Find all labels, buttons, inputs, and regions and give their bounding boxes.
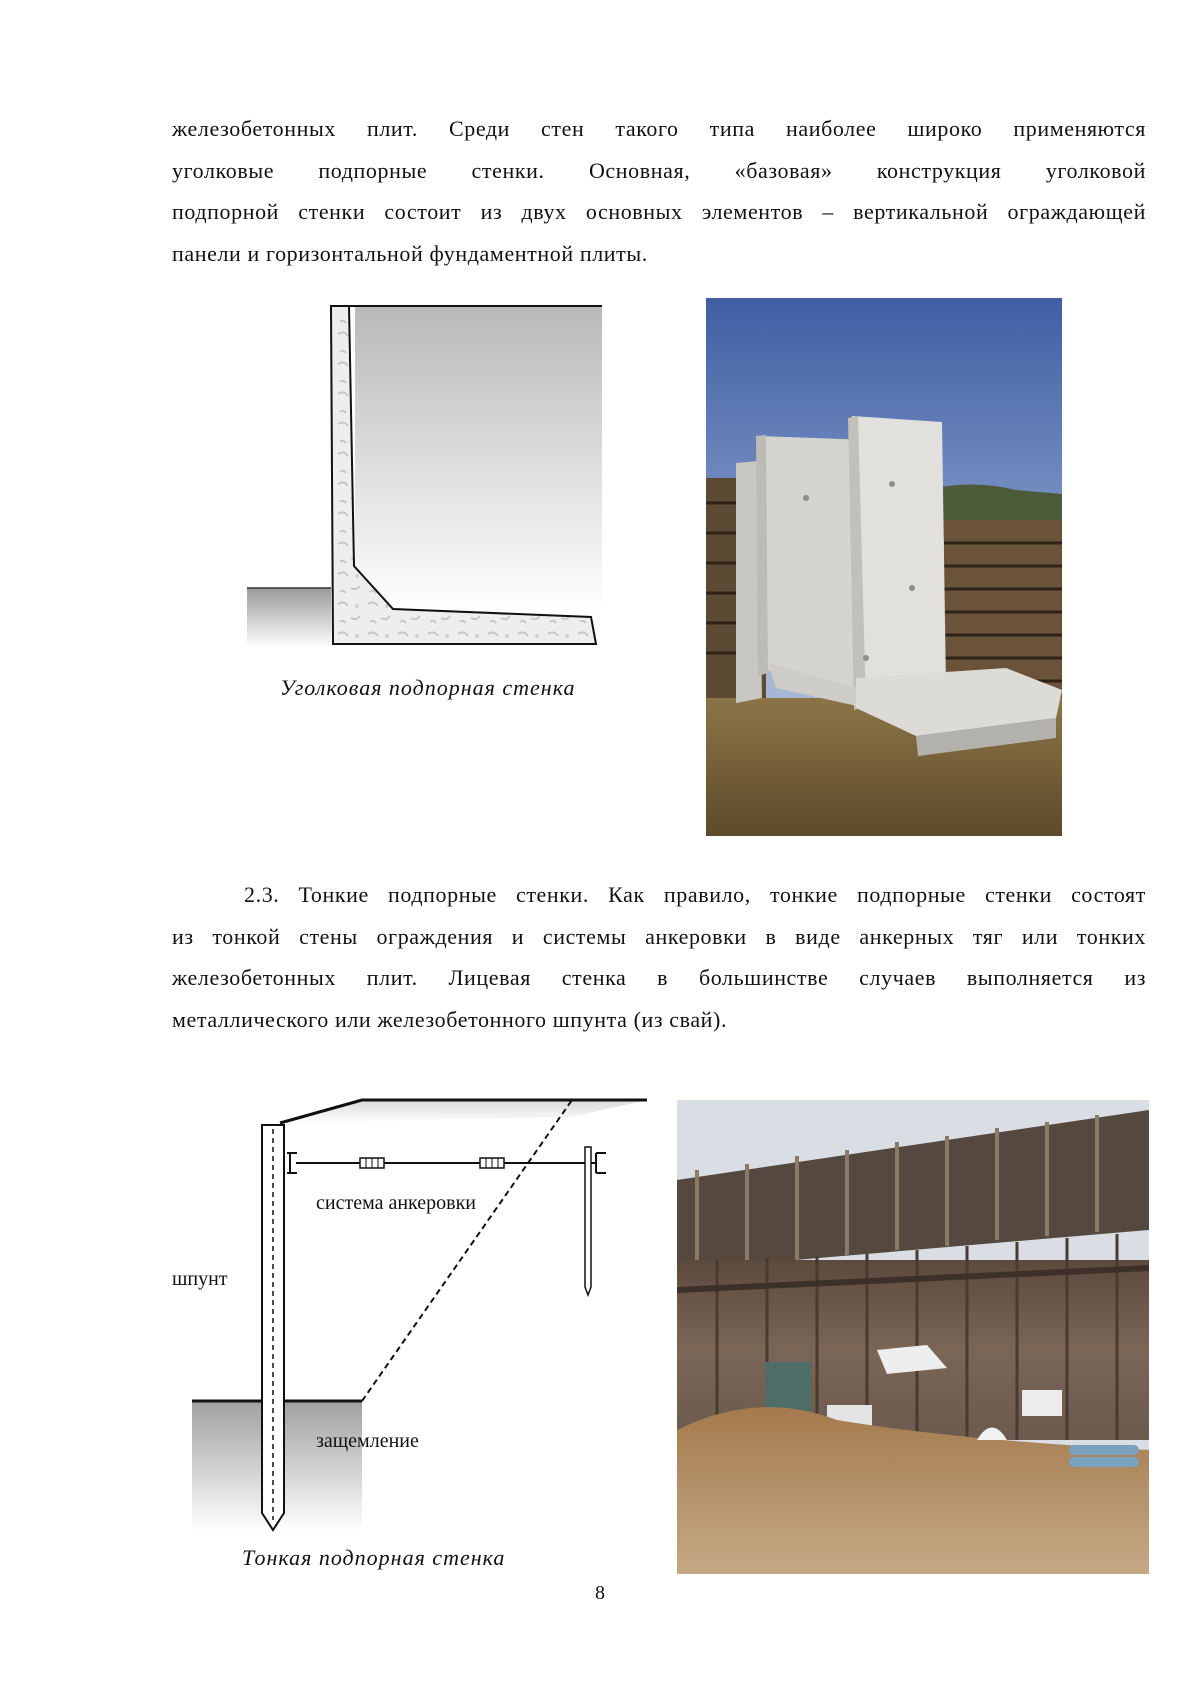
paragraph-1-line-2: уголковые подпорные стенки. Основная, «базовая» конструкция уголковой — [172, 157, 1146, 183]
paragraph-2-line-1: 2.3. Тонкие подпорные стенки. Как правило, тонкие подпорные стенки состоят — [244, 882, 1146, 907]
paragraph-1-line-1: железобетонных плит. Среди стен такого типа наиболее широко применяются — [172, 116, 1146, 141]
paragraph-1 — [172, 108, 1146, 274]
paragraph-1-line-3: подпорной стенки состоит из двух основных элементов – вертикальной ограждающей — [172, 199, 1146, 224]
embedment-label: защемление — [316, 1430, 419, 1452]
paragraph-1-line-4: панели и горизонтальной фундаментной плиты. — [172, 240, 648, 266]
paragraph-2-line-4: металлического или железобетонного шпунта (из свай). — [172, 1006, 728, 1032]
anchor-pile — [585, 1147, 591, 1295]
page-number: 8 — [595, 1582, 605, 1604]
cantilever-wall-diagram — [245, 298, 605, 648]
sheet-pile-label: шпунт — [172, 1268, 228, 1290]
figure-1-caption: Уголковая подпорная стенка — [280, 675, 576, 700]
paragraph-2-line-3: железобетонных плит. Лицевая стенка в большинстве случаев выполняется из — [172, 965, 1146, 990]
anchor-system-label: система анкеровки — [316, 1192, 477, 1214]
sheet-pile-wall-photo — [677, 1100, 1149, 1574]
backfill-soil — [355, 306, 602, 612]
paragraph-2-line-2: из тонкой стены ограждения и системы анкеровки в виде анкерных тяг или тонких — [172, 923, 1146, 949]
sheet-pile-wall-diagram — [192, 1095, 654, 1535]
cantilever-wall-photo — [706, 298, 1062, 836]
front-soil — [247, 588, 331, 648]
figure-2-caption: Тонкая подпорная стенка — [242, 1545, 506, 1570]
paragraph-2 — [172, 874, 1146, 1040]
